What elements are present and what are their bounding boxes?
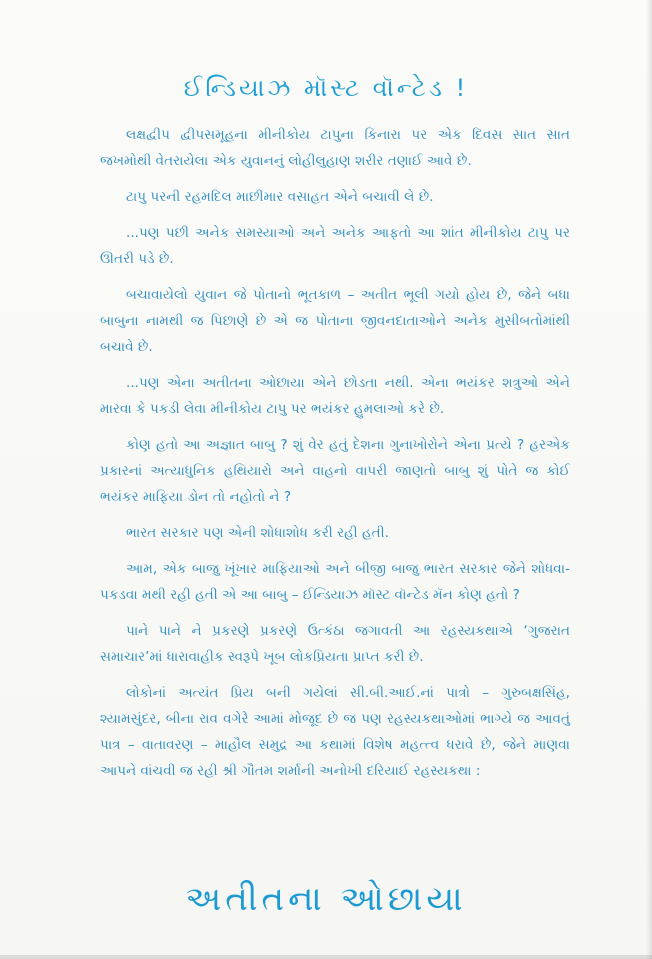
paragraph-9: પાને પાને ને પ્રકરણે પ્રકરણે ઉત્કંઠા જગાવતી આ રહસ્યકથાએ ‘ગુજરાત સમાચાર’માં ધારાવાહીક સ્વરૂપે ખૂબ લોકપ્રિયતા પ્રાપ્ત કરી છે. [100, 623, 570, 665]
page-bottom-shadow [0, 955, 652, 959]
paragraph-5: ...પણ એના અતીતના ઓછાયા એને છોડતા નથી. એના ભયંકર શત્રુઓ એને મારવા કે પકડી લેવા મીનીકોય ટાપુ પર ભયંકર હુમલાઓ કરે છે. [100, 375, 570, 417]
book-title-footer: અતીતના ઓછાયા [185, 879, 467, 919]
cover-title: ઈન્ડિયાઝ મૉસ્ટ વૉન્ટેડ ! [183, 74, 469, 102]
paragraph-2: ટાપુ પરની રહમદિલ માછીમાર વસાહત એને બચાવી લે છે. [126, 189, 434, 205]
paragraph-8: આમ, એક બાજુ ખૂંખાર માફિયાઓ અને બીજી બાજુ ભારત સરકાર જેને શોધવા-પકડવા મથી રહી હતી એ આ બાબુ – ઈન્ડિયાઝ મૉસ્ટ વૉન્ટેડ મૅન કોણ હતો ? [100, 561, 570, 603]
paragraph-10: લોકોનાં અત્યંત પ્રિય બની ગયેલાં સી.બી.આઈ.નાં પાત્રો – ગુરુબક્ષસિંહ, શ્યામસુંદર, બીના રાવ વગેરે આમાં મોજૂદ છે જ પણ રહસ્યકથાઓમાં ભાગ્યે જ આવતું પાત્ર – વાતાવરણ – માહૌલ સમુદ્ર આ કથામાં વિશેષ મહત્ત્વ ધરાવે છે, જેને માણવા આપને વાંચવી જ રહી શ્રી ગૌતમ શર્માની અનોખી દરિયાઈ રહસ્યકથા : [100, 685, 570, 779]
paragraph-6: કોણ હતો આ અજ્ઞાત બાબુ ? શું વેર હતું દેશના ગુનાખોરોને એના પ્રત્યે ? હરએક પ્રકારનાં અત્યાધુનિક હથિયારો અને વાહનો વાપરી જાણતો બાબુ શું પોતે જ કોઈ ભયંકર માફિયા ડોન તો નહોતો ને ? [100, 437, 570, 505]
page-edge-shadow [646, 0, 652, 959]
paragraph-4: બચાવાયેલો યુવાન જે પોતાનો ભૂતકાળ – અતીત ભૂલી ગયો હોય છે, જેને બધા બાબુના નામથી જ પિછાણે છે એ જ પોતાના જીવનદાતાઓને અનેક મુસીબતોમાંથી બચાવે છે. [100, 287, 570, 355]
paragraph-3: ...પણ પછી અનેક સમસ્યાઓ અને અનેક આફતો આ શાંત મીનીકોય ટાપુ પર ઊતરી પડે છે. [100, 225, 570, 267]
paragraph-1: લક્ષદ્વીપ દ્વીપસમૂહના મીનીકોય ટાપુના કિનારા પર એક દિવસ સાત સાત જખમોથી વેતરાયેલા એક યુવાનનું લોહીલુહાણ શરીર તણાઈ આવે છે. [100, 127, 570, 169]
blurb-text [100, 122, 570, 794]
paragraph-7: ભારત સરકાર પણ એની શોધાશોધ કરી રહી હતી. [126, 525, 389, 541]
